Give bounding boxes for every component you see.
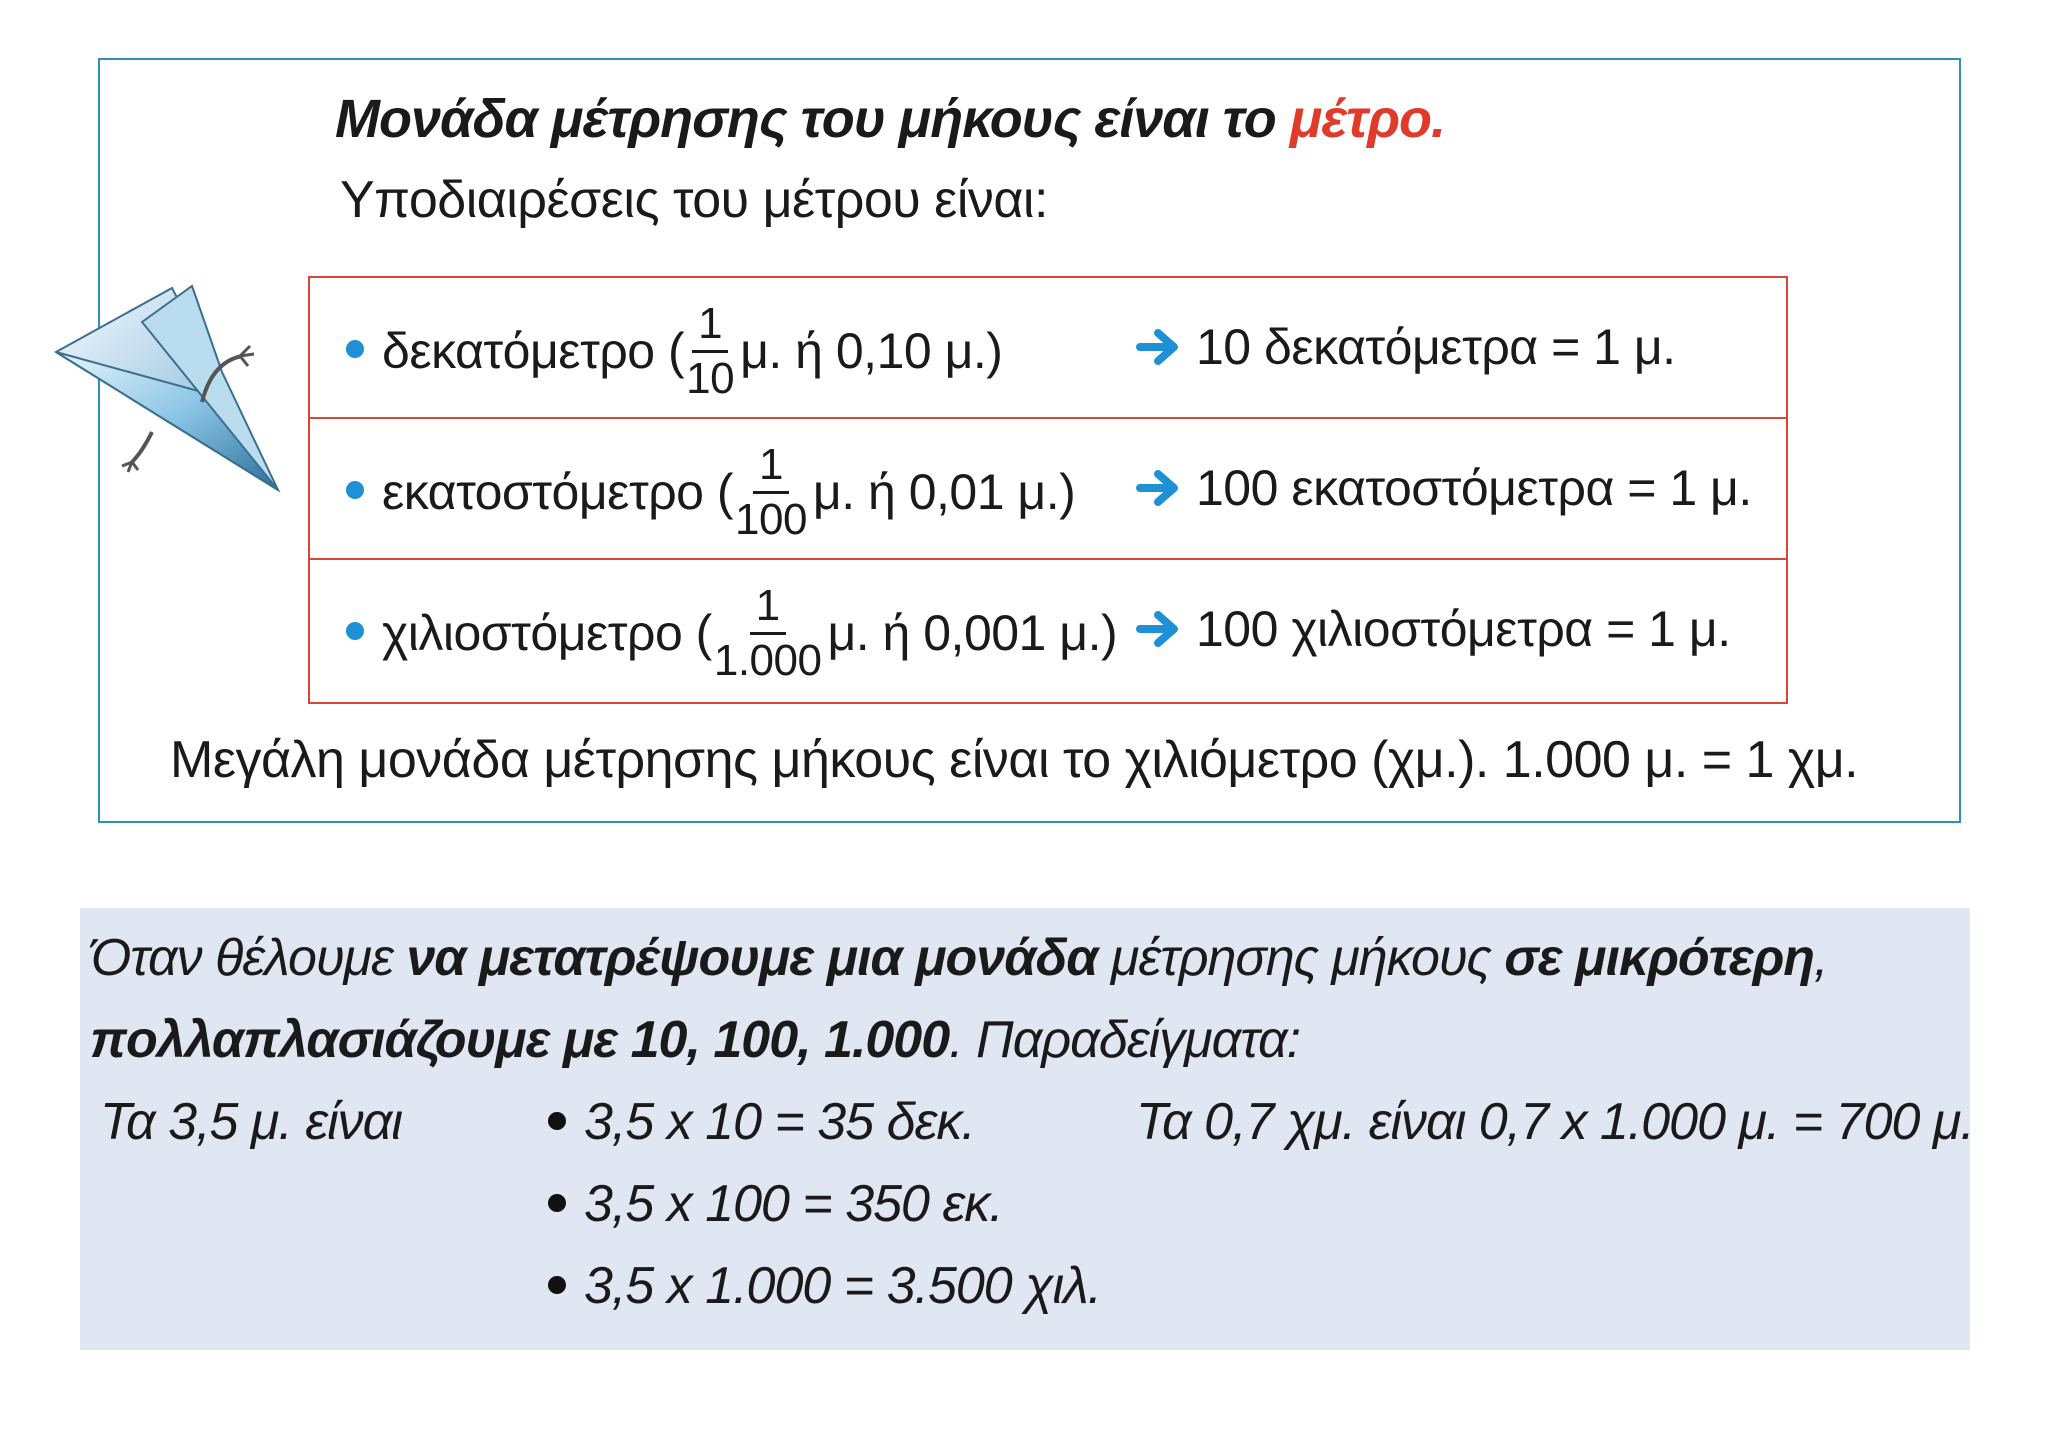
table-row <box>310 560 1786 701</box>
arrow-right-icon <box>1136 324 1182 370</box>
table-row <box>310 278 1786 419</box>
unit-decimal: μ. ή 0,10 μ.) <box>740 323 1003 379</box>
kilometre-definition: Μεγάλη μονάδα μέτρησης μήκους είναι το χιλιόμετρο (χμ.). 1.000 μ. = 1 χμ. <box>170 731 1859 789</box>
bullet-icon <box>346 622 364 640</box>
title-suffix: . <box>1430 89 1445 149</box>
fraction-numerator: 1 <box>750 584 786 635</box>
paper-plane-illustration <box>52 282 292 512</box>
page-title <box>335 88 1445 150</box>
fraction <box>686 298 735 403</box>
fraction-denominator: 100 <box>735 494 807 544</box>
rule-text: . Παραδείγματα: <box>949 1011 1301 1069</box>
table-row <box>310 419 1786 560</box>
example-item: 3,5 x 10 = 35 δεκ. <box>584 1093 975 1151</box>
unit-name: εκατοστόμετρο ( <box>382 464 733 520</box>
bullet-icon <box>346 340 364 358</box>
arrow-right-icon <box>1136 606 1182 652</box>
fraction-numerator: 1 <box>692 302 728 353</box>
unit-definition <box>382 298 1003 403</box>
title-text: Μονάδα μέτρησης του μήκους είναι το <box>335 89 1290 149</box>
fraction-denominator: 1.000 <box>713 635 822 685</box>
unit-definition <box>382 580 1118 685</box>
rule-emphasis: σε μικρότερη <box>1504 929 1814 987</box>
fraction-denominator: 10 <box>686 353 735 403</box>
title-highlight: μέτρο <box>1289 89 1431 149</box>
unit-definition <box>382 439 1076 544</box>
example-item: 3,5 x 1.000 = 3.500 χιλ. <box>584 1257 1102 1315</box>
arrow-right-icon <box>1136 465 1182 511</box>
conversion-rule-line-1 <box>90 928 1827 988</box>
bullet-icon <box>548 1194 566 1212</box>
unit-equivalence: 10 δεκατόμετρα = 1 μ. <box>1196 319 1676 375</box>
example-item: 3,5 x 100 = 350 εκ. <box>584 1175 1003 1233</box>
unit-name: χιλιοστόμετρο ( <box>382 605 712 661</box>
example-intro: Τα 3,5 μ. είναι <box>100 1093 402 1151</box>
bullet-icon <box>548 1276 566 1294</box>
unit-equivalence: 100 χιλιοστόμετρα = 1 μ. <box>1196 601 1731 657</box>
subdivisions-table <box>308 276 1788 704</box>
fraction <box>735 439 807 544</box>
unit-equivalence: 100 εκατοστόμετρα = 1 μ. <box>1196 460 1752 516</box>
rule-emphasis: πολλαπλασιάζουμε με 10, 100, 1.000 <box>90 1011 950 1069</box>
km-example: Τα 0,7 χμ. είναι 0,7 x 1.000 μ. = 700 μ. <box>1136 1093 1974 1151</box>
rule-emphasis: να μετατρέψουμε μια μονάδα <box>406 929 1098 987</box>
rule-text: μέτρησης μήκους <box>1097 929 1505 987</box>
rule-text: Όταν θέλουμε <box>90 929 407 987</box>
fraction-numerator: 1 <box>753 443 789 494</box>
bullet-icon <box>346 481 364 499</box>
unit-name: δεκατόμετρο ( <box>382 323 685 379</box>
rule-text: , <box>1814 929 1828 987</box>
fraction <box>713 580 822 685</box>
subtitle: Υποδιαιρέσεις του μέτρου είναι: <box>340 171 1048 229</box>
unit-decimal: μ. ή 0,001 μ.) <box>827 605 1118 661</box>
conversion-rule-line-2 <box>90 1010 1300 1070</box>
bullet-icon <box>548 1112 566 1130</box>
unit-decimal: μ. ή 0,01 μ.) <box>812 464 1076 520</box>
